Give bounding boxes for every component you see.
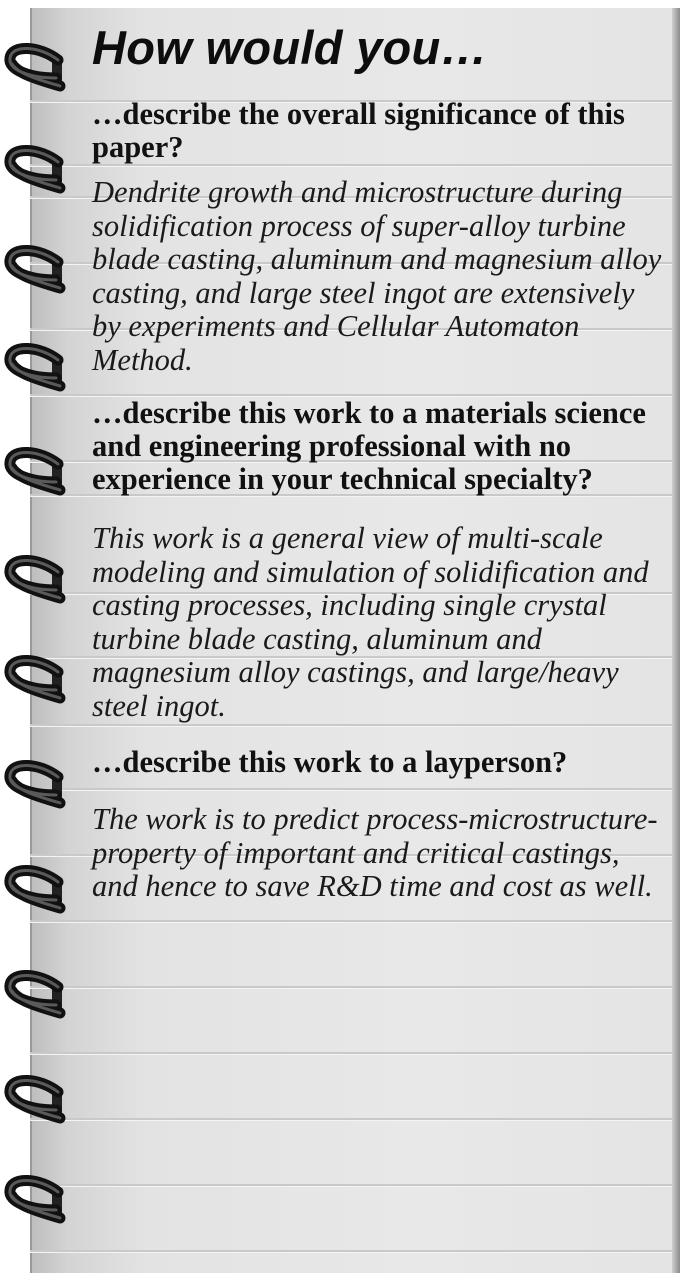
ruled-line [30,986,672,989]
spiral-coil [10,452,62,490]
answer-layperson: The work is to predict process-microstructure-property of important and critical castings, and hence to save R&D time and cost as well. [92,802,658,903]
question-layperson: …describe this work to a layperson? [92,745,568,779]
ruled-line [30,920,672,923]
question-professional: …describe this work to a materials science and engineering professional with no experience in your technical specialty? [92,396,646,496]
spiral-coil [10,1080,62,1118]
ruled-line [30,1118,672,1121]
spiral-coil [10,560,62,598]
answer-significance: Dendrite growth and microstructure during solidification process of super-alloy turbine blade casting, aluminum and magnesium alloy casting, and large steel ingot are extensively by experiments and Cellular Automaton Method. [92,175,662,377]
spiral-coil [10,975,62,1013]
spiral-coil [10,250,62,288]
spiral-coil [10,765,62,803]
sheet-edge [672,8,680,1273]
spiral-coil [10,48,62,86]
question-significance: …describe the overall significance of this paper? [92,97,625,164]
answer-professional: This work is a general view of multi-scale modeling and simulation of solidification and casting processes, including single crystal turbine blade casting, aluminum and magnesium alloy castings, and large/heavy steel ingot. [92,521,649,723]
spiral-coil [10,870,62,908]
spiral-coil [10,150,62,188]
ruled-line [30,1052,672,1055]
spiral-coil [10,660,62,698]
content-column [92,18,662,904]
spiral-coil [10,348,62,386]
ruled-line [30,1250,672,1253]
spiral-binding [0,0,70,1281]
spiral-coil [10,1180,62,1218]
ruled-line [30,1184,672,1187]
page-title: How would you… [92,21,488,74]
